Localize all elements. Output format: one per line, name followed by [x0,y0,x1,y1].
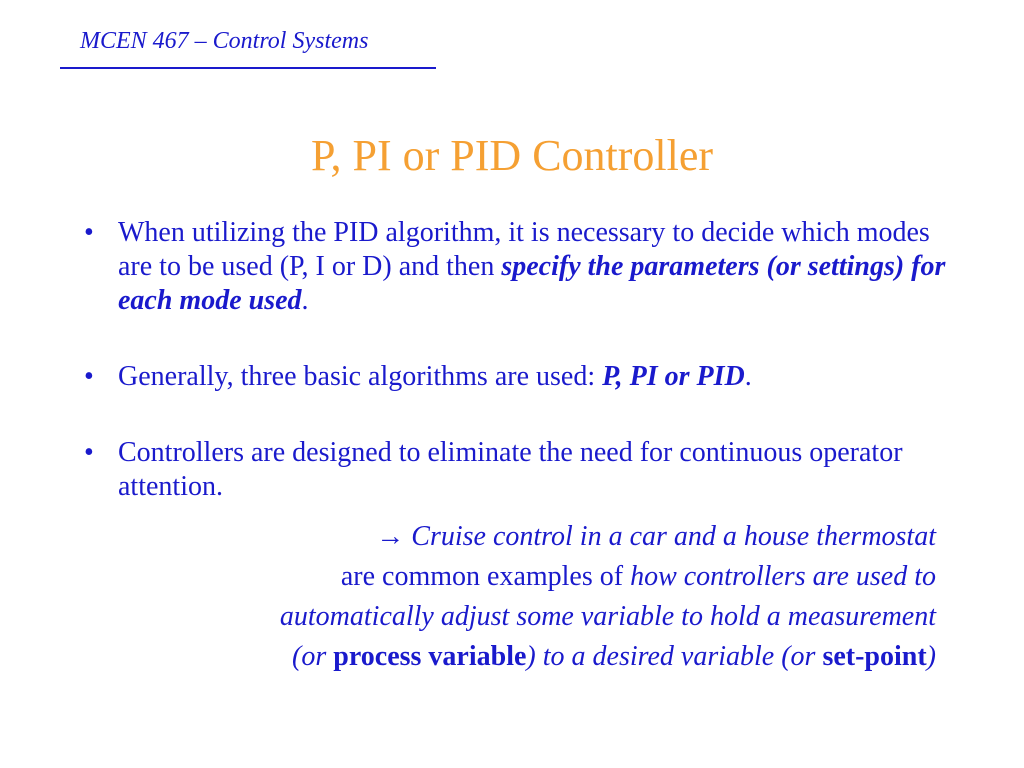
bullet-item [84,360,954,394]
bullet-text: Controllers are designed to eliminate the need for continuous operator attention. [118,437,903,502]
bullet-list [84,216,954,504]
bullet-text: When utilizing the PID algorithm, it is necessary to decide which modes are to be used (P, I or D) and then [118,217,930,282]
bullet-item [84,216,954,318]
bullet-tail: . [744,361,752,392]
example-text: Cruise control in a car and a house thermostat [404,521,936,552]
example-line-1 [100,517,936,557]
bullet-glyph: • [84,437,94,468]
bullet-glyph: • [84,217,94,248]
example-text: are common examples of [340,561,631,592]
example-text-italic: automatically adjust some variable to hold a measurement [279,601,936,632]
bullet-glyph: • [84,361,94,392]
example-text-italic: how controllers are used to [630,561,936,592]
arrow-icon: → [376,521,405,552]
bullet-item [84,436,954,504]
bullet-emphasis: specify the parameters (or settings) for each mode used [118,251,946,316]
process-variable-term: process variable [333,641,527,672]
set-point-term: set-point [822,641,927,672]
slide-title: P, PI or PID Controller [310,131,714,180]
example-line-4 [100,637,936,677]
bullet-emphasis: P, PI or PID [602,361,745,392]
example-line-2 [100,557,936,597]
course-header: MCEN 467 – Control Systems [80,28,369,54]
header-rule [60,67,436,69]
example-text: ) [926,641,936,672]
example-text: ) to a desired variable (or [526,641,823,672]
bullet-tail: . [301,285,309,316]
bullet-text: Generally, three basic algorithms are used: [118,361,603,392]
example-block [100,517,936,677]
example-text: (or [292,641,334,672]
example-line-3 [100,597,936,637]
